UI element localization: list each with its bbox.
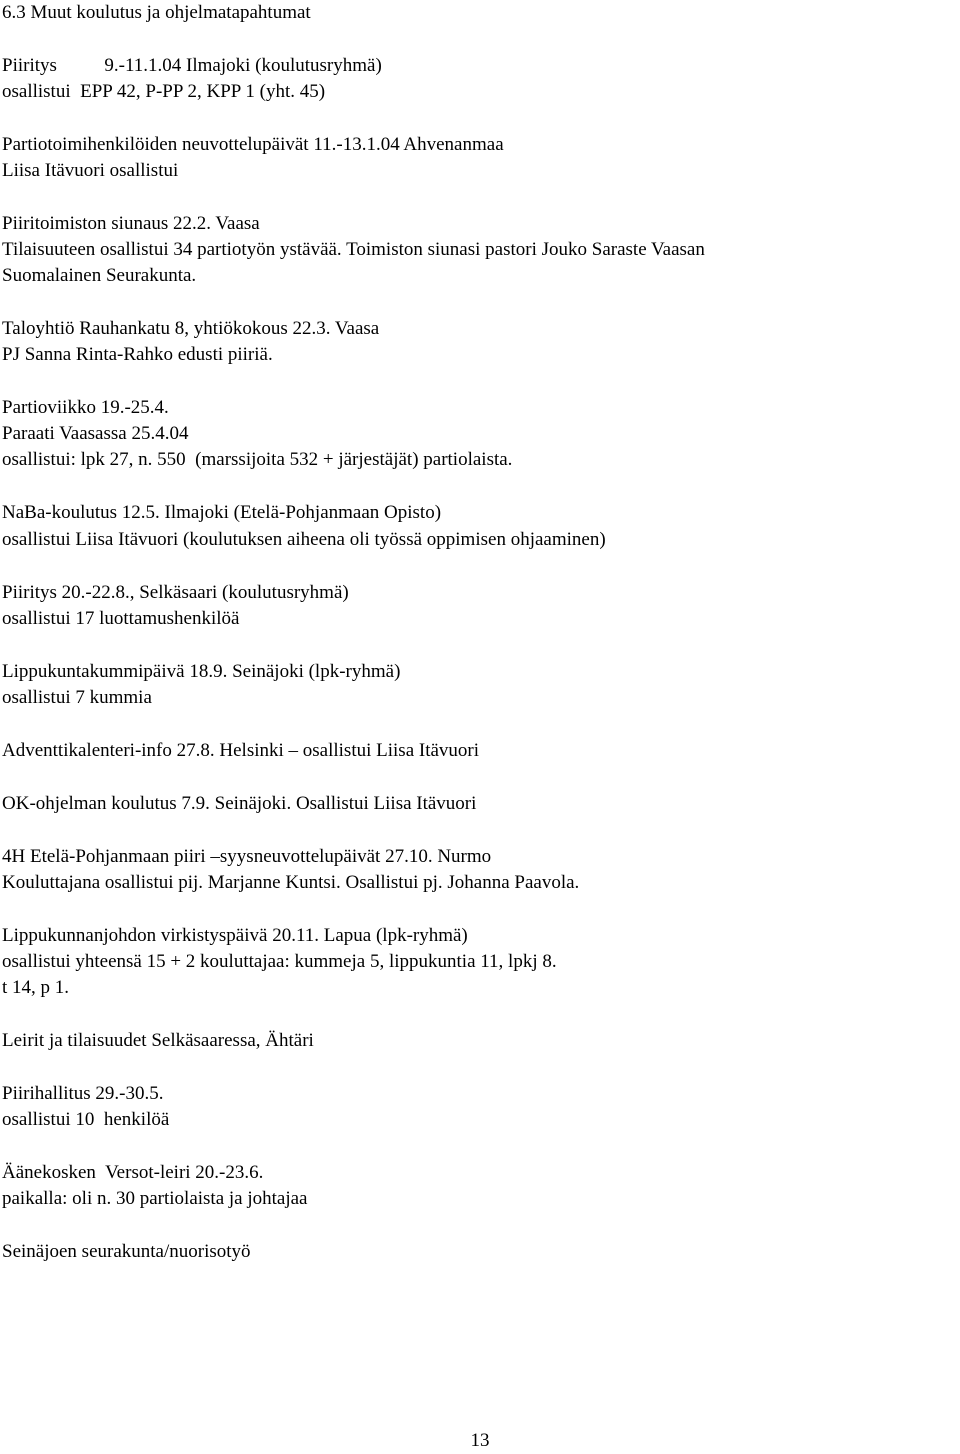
page-number: 13 [470, 1430, 490, 1451]
entry-line: Kouluttajana osallistui pij. Marjanne Kuntsi. Osallistui pj. Johanna Paavola. [2, 872, 580, 893]
entry-line: Partiotoimihenkilöiden neuvottelupäivät 11.-13.1.04 Ahvenanmaa [2, 134, 504, 155]
entry-line: osallistui EPP 42, P-PP 2, KPP 1 (yht. 45) [2, 81, 326, 102]
entry-line: Paraati Vaasassa 25.4.04 [2, 423, 189, 444]
entry-line: osallistui 17 luottamushenkilöä [2, 608, 240, 629]
entry-line: Liisa Itävuori osallistui [2, 160, 179, 181]
section-heading: 6.3 Muut koulutus ja ohjelmatapahtumat [2, 2, 311, 23]
entry-line: Piiritys 20.-22.8., Selkäsaari (koulutusryhmä) [2, 582, 349, 603]
entry-line: Piirihallitus 29.-30.5. [2, 1083, 164, 1104]
entry-line: osallistui 7 kummia [2, 687, 152, 708]
entry-line: 4H Etelä-Pohjanmaan piiri –syysneuvottelupäivät 27.10. Nurmo [2, 846, 492, 867]
entry-line: Leirit ja tilaisuudet Selkäsaaressa, Ähtäri [2, 1030, 314, 1051]
entry-line: Lippukunnanjohdon virkistyspäivä 20.11. Lapua (lpk-ryhmä) [2, 925, 468, 946]
entry-line: PJ Sanna Rinta-Rahko edusti piiriä. [2, 344, 273, 365]
entry-line: OK-ohjelman koulutus 7.9. Seinäjoki. Osallistui Liisa Itävuori [2, 793, 477, 814]
entry-line: Tilaisuuteen osallistui 34 partiotyön ystävää. Toimiston siunasi pastori Jouko Saraste Vaasan [2, 239, 705, 260]
entry-line: Äänekosken Versot-leiri 20.-23.6. [2, 1162, 264, 1183]
entry-line: NaBa-koulutus 12.5. Ilmajoki (Etelä-Pohjanmaan Opisto) [2, 502, 442, 523]
entry-line: osallistui Liisa Itävuori (koulutuksen aiheena oli työssä oppimisen ohjaaminen) [2, 529, 606, 550]
entry-line: Lippukuntakummipäivä 18.9. Seinäjoki (lpk-ryhmä) [2, 661, 401, 682]
entry-line: osallistui: lpk 27, n. 550 (marssijoita 532 + järjestäjät) partiolaista. [2, 449, 513, 470]
entry-line: Piiritoimiston siunaus 22.2. Vaasa [2, 213, 260, 234]
entry-line: Partioviikko 19.-25.4. [2, 397, 169, 418]
entry-line: paikalla: oli n. 30 partiolaista ja johtajaa [2, 1188, 308, 1209]
entry-line: Seinäjoen seurakunta/nuorisotyö [2, 1241, 251, 1262]
entry-line: Piiritys 9.-11.1.04 Ilmajoki (koulutusryhmä) [2, 55, 382, 76]
entry-line: t 14, p 1. [2, 977, 70, 998]
entry-line: Adventtikalenteri-info 27.8. Helsinki – osallistui Liisa Itävuori [2, 740, 480, 761]
entry-line: osallistui 10 henkilöä [2, 1109, 170, 1130]
entry-line: Taloyhtiö Rauhankatu 8, yhtiökokous 22.3. Vaasa [2, 318, 380, 339]
entry-line: osallistui yhteensä 15 + 2 kouluttajaa: kummeja 5, lippukuntia 11, lpkj 8. [2, 951, 557, 972]
entry-line: Suomalainen Seurakunta. [2, 265, 197, 286]
